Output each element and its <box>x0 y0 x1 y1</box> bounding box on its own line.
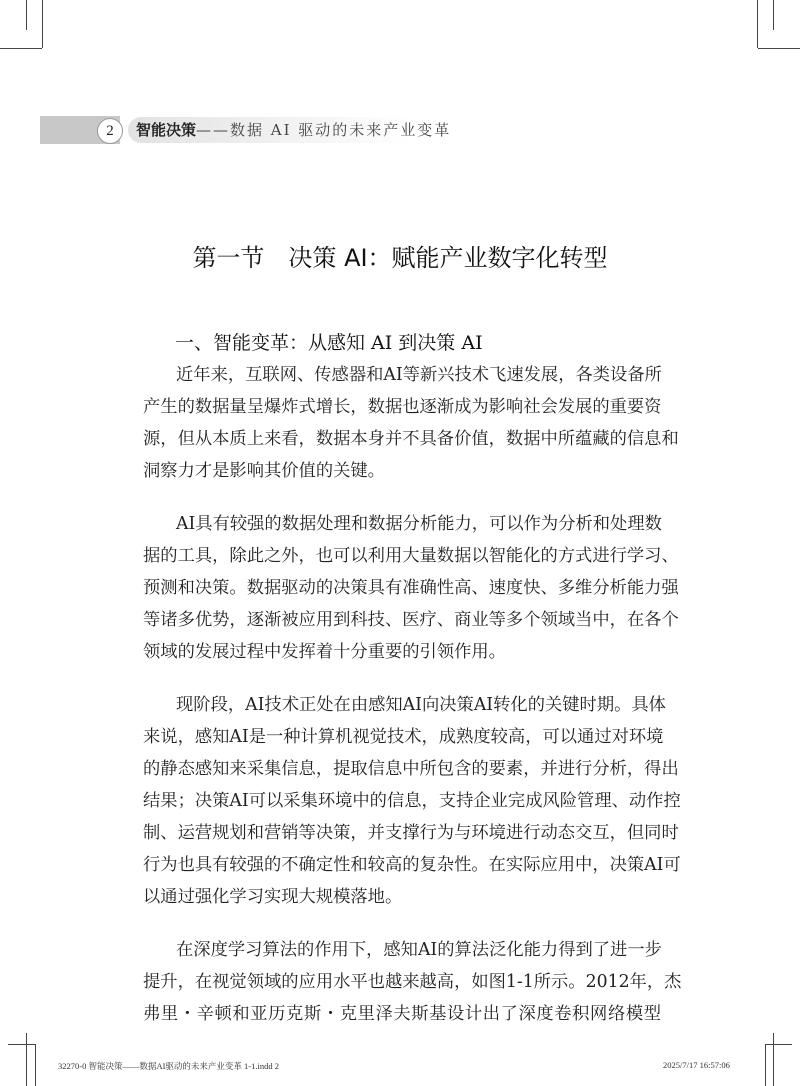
text-line: 在深度学习算法的作用下，感知AI的算法泛化能力得到了进一步 <box>176 940 662 960</box>
crop-mark <box>757 0 758 48</box>
running-header <box>128 117 463 143</box>
crop-mark <box>765 1044 792 1045</box>
text-line: 洞察力才是影响其价值的关键。 <box>143 461 385 481</box>
book-title: 智能决策 <box>136 121 197 139</box>
book-subtitle: ——数据 AI 驱动的未来产业变革 <box>196 121 452 139</box>
text-line: 现阶段，AI技术正处在由感知AI向决策AI转化的关键时期。具体 <box>176 695 666 715</box>
paragraph <box>143 934 682 1030</box>
subsection-title: 一、智能变革：从感知 AI 到决策 AI <box>175 332 483 354</box>
text-line: 领域的发展过程中发挥着十分重要的引领作用。 <box>143 642 506 662</box>
text-line: 以通过强化学习实现大规模落地。 <box>143 887 403 907</box>
text-line: 行为也具有较强的不确定性和较高的复杂性。在实际应用中，决策AI可 <box>143 855 681 875</box>
crop-mark <box>42 0 43 48</box>
slug-file: 32270-0 智能决策——数据AI驱动的未来产业变革 1-1.indd 2 <box>58 1061 279 1071</box>
crop-mark <box>8 1044 35 1045</box>
slug-timestamp: 2025/7/17 16:57:06 <box>663 1060 730 1070</box>
text-line: AI具有较强的数据处理和数据分析能力，可以作为分析和处理数 <box>176 514 662 534</box>
text-line: 近年来，互联网、传感器和AI等新兴技术飞速发展，各类设备所 <box>176 365 662 385</box>
crop-mark <box>0 48 42 49</box>
crop-mark <box>26 1033 27 1086</box>
text-line: 来说，感知AI是一种计算机视觉技术，成熟度较高，可以通过对环境 <box>143 727 664 747</box>
crop-mark <box>758 48 800 49</box>
text-line: 弗里・辛顿和亚历克斯・克里泽夫斯基设计出了深度卷积网络模型 <box>143 1004 661 1024</box>
text-line: 提升，在视觉领域的应用水平也越来越高，如图1-1所示。2012年，杰 <box>143 972 682 992</box>
crop-mark <box>26 0 27 30</box>
crop-mark <box>35 1044 36 1086</box>
text-line: 结果；决策AI可以采集环境中的信息，支持企业完成风险管理、动作控 <box>143 791 681 811</box>
paragraph <box>143 359 679 487</box>
page-number: 2 <box>97 118 123 144</box>
crop-mark <box>773 1033 774 1086</box>
paragraph <box>143 689 681 913</box>
section-title: 第一节 决策 AI：赋能产业数字化转型 <box>192 244 608 272</box>
text-line: 据的工具，除此之外，也可以利用大量数据以智能化的方式进行学习、 <box>143 546 679 566</box>
text-line: 源，但从本质上来看，数据本身并不具备价值，数据中所蕴藏的信息和 <box>143 429 679 449</box>
body-text <box>143 359 682 1051</box>
text-line: 等诸多优势，逐渐被应用到科技、医疗、商业等多个领域当中，在各个 <box>143 610 679 630</box>
paragraph <box>143 508 679 668</box>
text-line: 预测和决策。数据驱动的决策具有准确性高、速度快、多维分析能力强 <box>143 578 679 598</box>
text-line: 产生的数据量呈爆炸式增长，数据也逐渐成为影响社会发展的重要资 <box>143 397 662 417</box>
text-line: 制、运营规划和营销等决策，并支撑行为与环境进行动态交互，但同时 <box>143 823 679 843</box>
crop-mark <box>765 1044 766 1086</box>
crop-mark <box>773 0 774 30</box>
text-line: 的静态感知来采集信息，提取信息中所包含的要素，并进行分析，得出 <box>143 759 679 779</box>
